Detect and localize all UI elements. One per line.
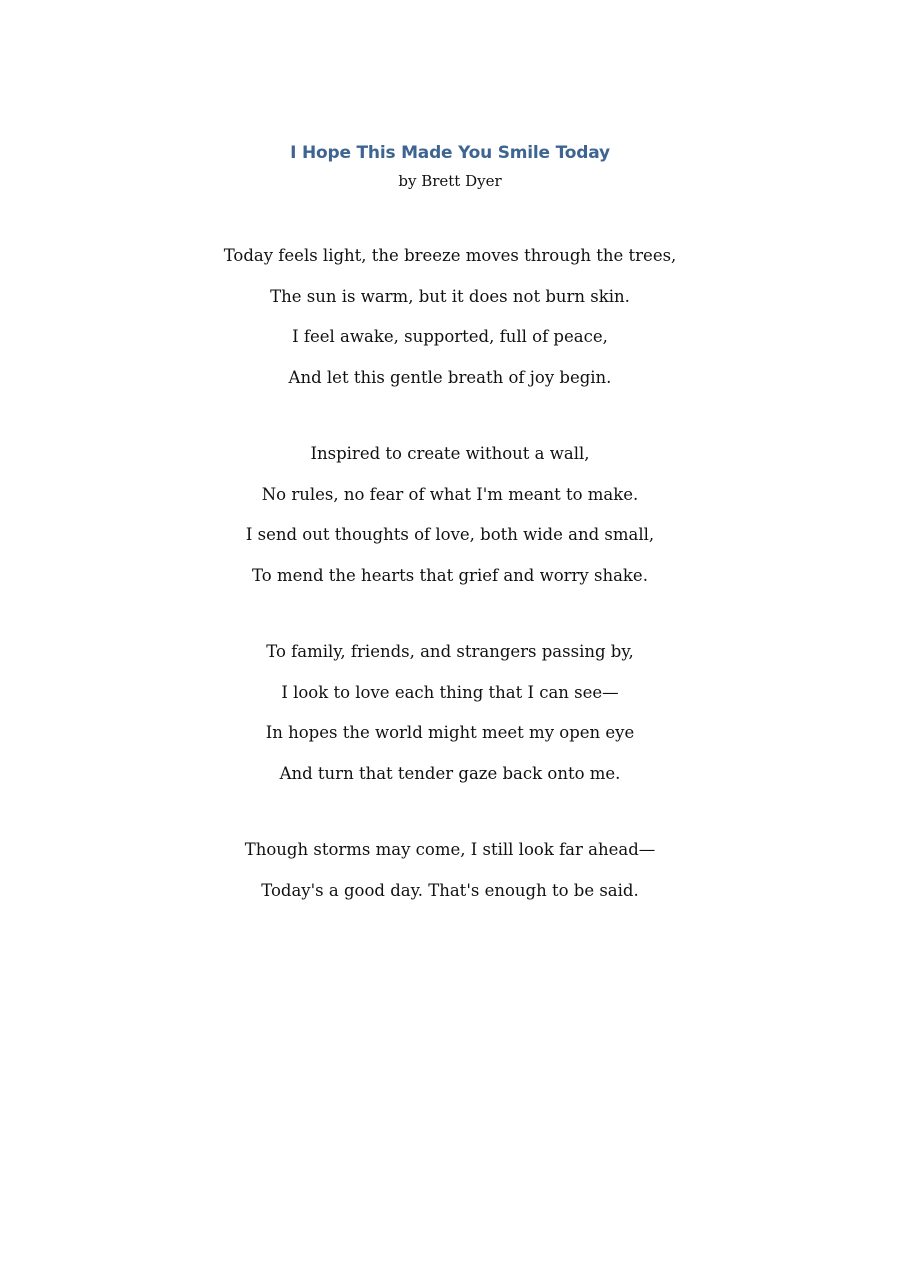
poem-line: I look to love each thing that I can see— <box>281 682 619 702</box>
poem-line: And let this gentle breath of joy begin. <box>288 367 612 387</box>
stanza-2 <box>0 440 900 602</box>
poem-line: The sun is warm, but it does not burn skin. <box>270 286 630 306</box>
poem-author: by Brett Dyer <box>398 172 502 190</box>
poem-line: I feel awake, supported, full of peace, <box>292 327 608 346</box>
poem-line: Today feels light, the breeze moves through the trees, <box>223 246 677 265</box>
stanza-1 <box>0 242 900 404</box>
poem-body <box>0 242 900 953</box>
poem-line: No rules, no fear of what I'm meant to make. <box>261 484 639 504</box>
poem-line: To mend the hearts that grief and worry shake. <box>252 565 648 585</box>
poem-line: Inspired to create without a wall, <box>310 444 590 463</box>
poem-line: And turn that tender gaze back onto me. <box>279 763 621 783</box>
poem-line: Though storms may come, I still look far ahead— <box>244 840 656 859</box>
stanza-4 <box>0 836 900 917</box>
stanza-3 <box>0 638 900 800</box>
poem-title: I Hope This Made You Smile Today <box>290 143 610 163</box>
poem-line: I send out thoughts of love, both wide and small, <box>245 525 655 544</box>
poem-line: To family, friends, and strangers passing by, <box>266 642 634 661</box>
poem-line: In hopes the world might meet my open eye <box>265 723 635 742</box>
poem-line: Today's a good day. That's enough to be said. <box>261 880 639 900</box>
